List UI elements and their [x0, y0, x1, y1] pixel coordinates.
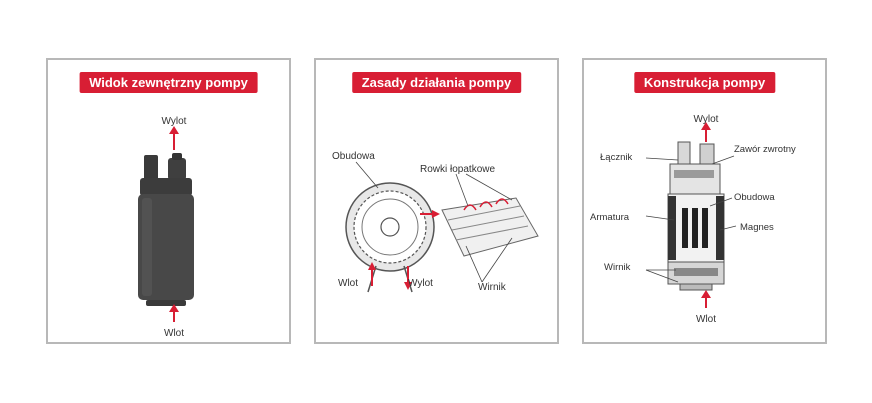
- outlet-arrow: [169, 126, 179, 150]
- armature-label: Armatura: [590, 212, 630, 223]
- check-valve-label: Zawór zwrotny: [734, 144, 796, 155]
- outlet-label: Wylot: [693, 114, 719, 125]
- inlet-arrow: [169, 304, 179, 322]
- outlet-label: Wylot: [408, 278, 433, 289]
- inlet-label: Wlot: [164, 328, 184, 339]
- pump-housing-ring: [346, 183, 434, 292]
- panel-title: Widok zewnętrzny pompy: [79, 72, 258, 93]
- pump-body: [138, 153, 194, 306]
- panel-title: Konstrukcja pompy: [634, 72, 775, 93]
- impeller-label: Wirnik: [478, 282, 506, 293]
- inlet-label: Wlot: [338, 278, 358, 289]
- panel-construction: [582, 58, 827, 344]
- outlet-label: Wylot: [161, 116, 187, 127]
- housing-label: Obudowa: [332, 151, 375, 162]
- panel-external-view: [46, 58, 291, 344]
- outlet-arrow: [701, 122, 711, 142]
- impeller-blade-detail: [442, 198, 538, 256]
- pump-cutaway-body: [668, 142, 724, 290]
- vane-grooves-label: Rowki łopatkowe: [420, 164, 496, 175]
- operating-principle-diagram: [316, 60, 557, 342]
- pump-external-illustration: [48, 60, 289, 342]
- panel-title: Zasady działania pompy: [352, 72, 522, 93]
- connector-label: Łącznik: [600, 152, 633, 163]
- magnet-label: Magnes: [740, 222, 774, 233]
- housing-label: Obudowa: [734, 192, 775, 203]
- panel-operating-principle: [314, 58, 559, 344]
- inlet-arrow: [701, 290, 711, 308]
- pump-cutaway-illustration: [584, 60, 825, 342]
- impeller-label: Wirnik: [604, 262, 631, 273]
- inlet-label: Wlot: [696, 314, 716, 325]
